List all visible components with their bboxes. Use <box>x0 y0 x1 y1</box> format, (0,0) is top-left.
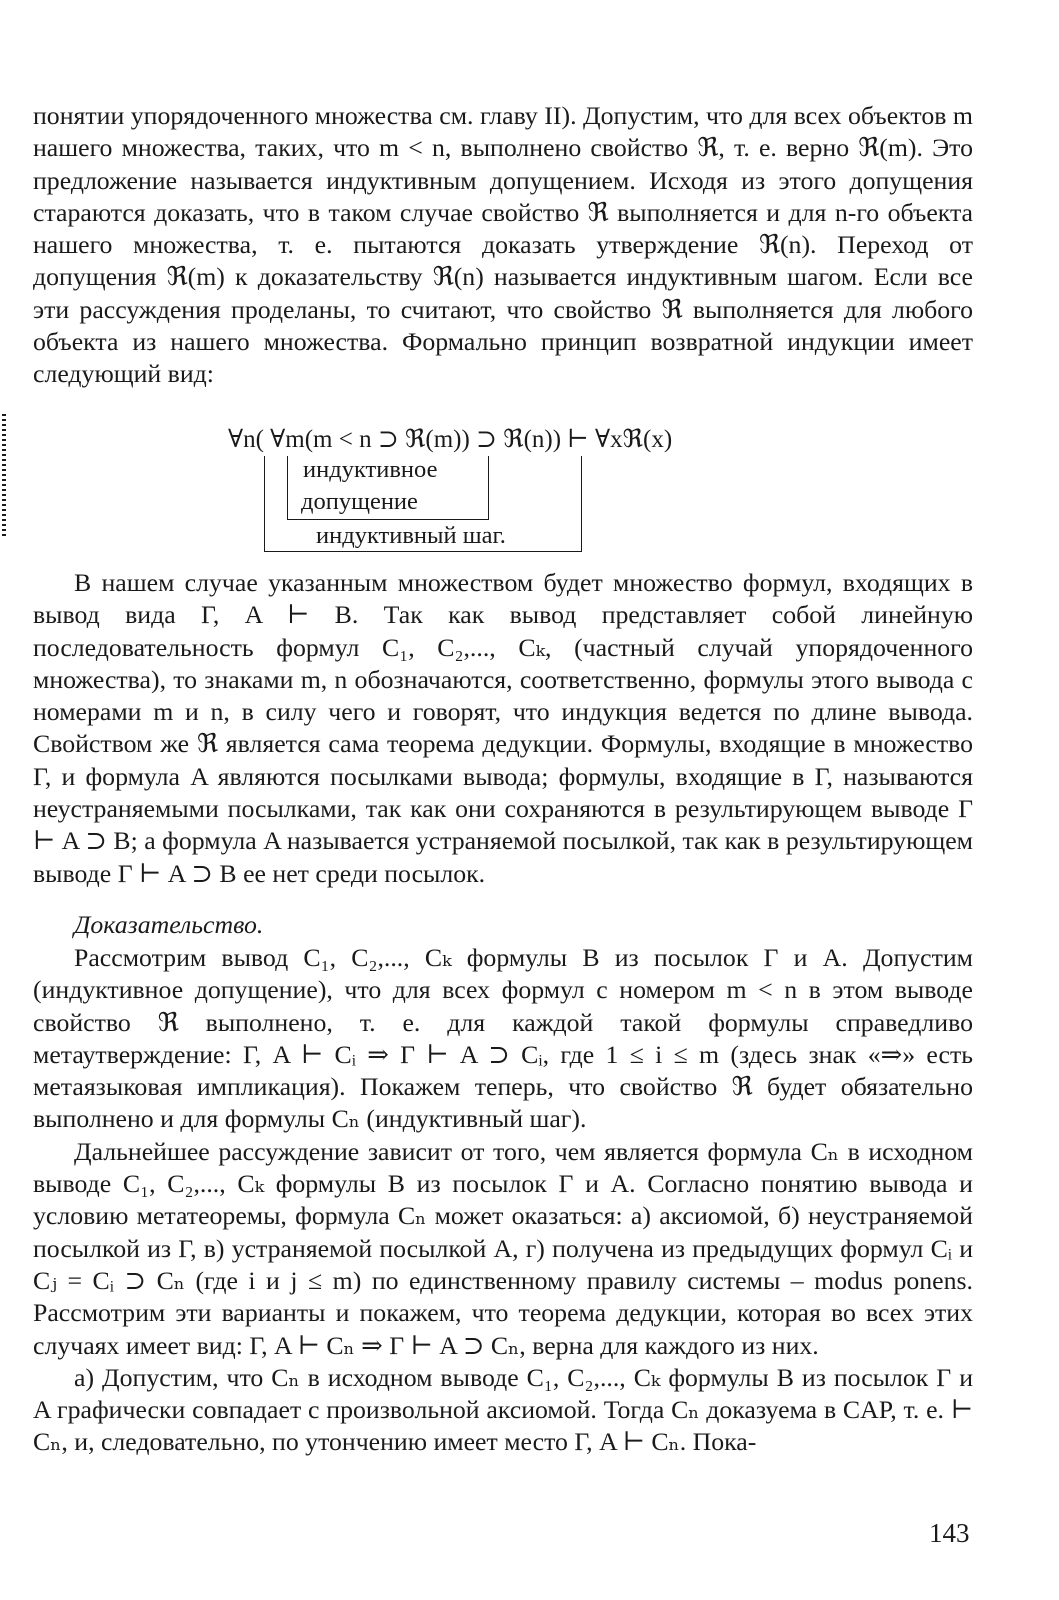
paragraph-induction-principle: понятии упорядоченного множества см. главу II). Допустим, что для всех объектов m нашего множества, таких, что m < n, выполнено свойство ℜ, т. е. верно ℜ(m). Это предложение называется индуктивным допущением. Исходя из этого допущения стараются доказать, что в таком случае свойство ℜ выполняется и для n-го объекта нашего множества, т. е. пытаются доказать утверждение ℜ(n). Переход от допущения ℜ(m) к доказательству ℜ(n) называется индуктивным шагом. Если все эти рассуждения проделаны, то считают, что свойство ℜ выполняется для любого объекта из нашего множества. Формально принцип возвратной индукции имеет следующий вид: <box>33 101 973 389</box>
proof-heading: Доказательство. <box>74 910 264 939</box>
text-block-set-of-formulas <box>33 567 973 890</box>
margin-scan-marks <box>2 414 6 536</box>
page-number: 143 <box>929 1518 970 1548</box>
paragraph-proof-1: Рассмотрим вывод C₁, C₂,..., Cₖ формулы B из посылок Γ и A. Допустим (индуктивное допущение), что для всех формул с номером m < n в этом выводе свойство ℜ выполнено, т. е. для каждой такой формулы справедливо метаутверждение: Γ, A ⊢ Cᵢ ⇒ Γ ⊢ A ⊃ Cᵢ, где 1 ≤ i ≤ m (здесь знак «⇒» есть метаязыковая импликация). Покажем теперь, что свойство ℜ будет обязательно выполнено и для формулы Cₙ (индуктивный шаг). <box>33 943 973 1134</box>
text-block-intro <box>33 100 973 391</box>
inductive-assumption-label-1: индуктивное <box>303 456 438 483</box>
inductive-assumption-label-2: допущение <box>301 488 418 515</box>
induction-formula: ∀n( ∀m(m < n ⊃ ℜ(m)) ⊃ ℜ(n)) ⊢ ∀xℜ(x) <box>228 426 673 453</box>
paragraph-set-of-formulas: В нашем случае указанным множеством будет множество формул, входящих в вывод вида Γ, A ⊢ B. Так как вывод представляет собой линейную последовательность формул C₁, C₂,..., Cₖ, (частный случай упорядоченного множества), то знаками m, n обозначаются, соответственно, формулы этого вывода с номерами m и n, в силу чего и говорят, что индукция ведется по длине вывода. Свойством же ℜ является сама теорема дедукции. Формулы, входящие в множество Γ, и формула A являются посылками вывода; формулы, входящие в Γ, называются неустраняемыми посылками, так как они сохраняются в результирующем выводе Γ ⊢ A ⊃ B; а формула A называется устраняемой посылкой, так как в результирующем выводе Γ ⊢ A ⊃ B ее нет среди посылок. <box>33 568 973 888</box>
paragraph-proof-2: Дальнейшее рассуждение зависит от того, чем является формула Cₙ в исходном выводе C₁, C₂,..., Cₖ формулы B из посылок Γ и A. Согласно понятию вывода и условию метатеоремы, формула Cₙ может оказаться: а) аксиомой, б) неустраняемой посылкой из Γ, в) устраняемой посылкой A, г) получена из предыдущих формул Cᵢ и Cⱼ = Cᵢ ⊃ Cₙ (где i и j ≤ m) по единственному правилу системы – modus ponens. Рассмотрим эти варианты и покажем, что теорема дедукции, которая во всех этих случаях имеет вид: Γ, A ⊢ Cₙ ⇒ Γ ⊢ A ⊃ Cₙ, верна для каждого из них. <box>33 1136 973 1360</box>
inductive-step-label: индуктивный шаг. <box>316 522 506 549</box>
text-block-proof <box>33 942 973 1459</box>
paragraph-proof-3: а) Допустим, что Cₙ в исходном выводе C₁, C₂,..., Cₖ формулы B из посылок Γ и A графически совпадает с произвольной аксиомой. Тогда Cₙ доказуема в CAP, т. е. ⊢ Cₙ, и, следовательно, по утончению имеет место Γ, A ⊢ Cₙ. Пока- <box>33 1362 973 1457</box>
